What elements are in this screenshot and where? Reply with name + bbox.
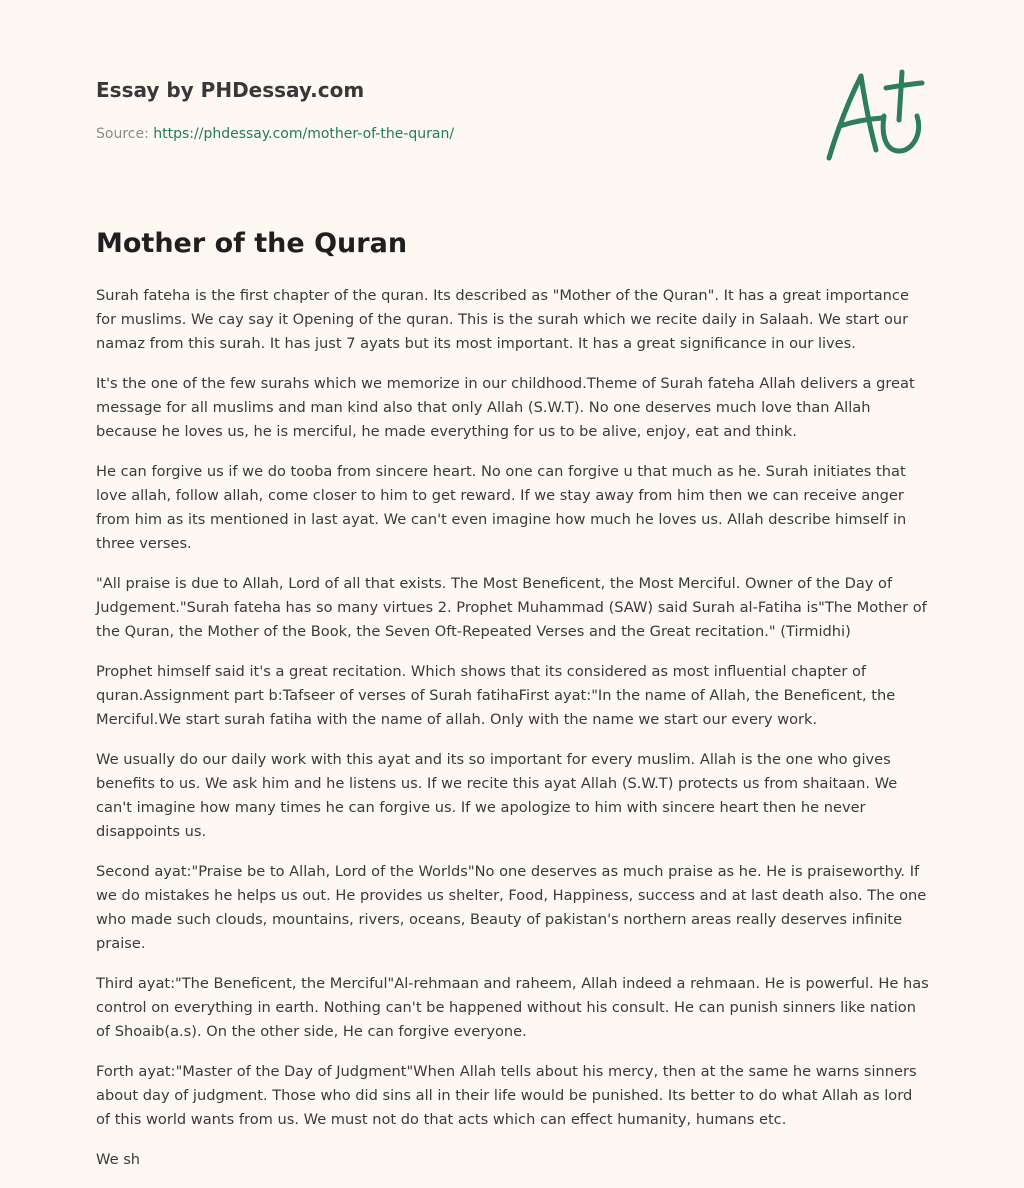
essay-paragraph: It's the one of the few surahs which we memorize in our childhood.Theme of Surah fateha Allah delivers a great message for all muslims and man kind also that only Allah (S.W.T). No one deserves much love than Allah because he loves us, he is merciful, he made everything for us to be alive, enjoy, eat and think. xyxy=(96,375,915,440)
essay-paragraph: Surah fateha is the first chapter of the quran. Its described as "Mother of the Quran". It has a great importance for muslims. We cay say it Opening of the quran. This is the surah which we recite daily in Salaah. We start our namaz from this surah. It has just 7 ayats but its most important. It has a great significance in our lives. xyxy=(96,287,909,352)
essay-paragraph: Third ayat:"The Beneficent, the Merciful"Al-rehmaan and raheem, Allah indeed a rehmaan. He is powerful. He has control on everything in earth. Nothing can't be happened without his consult. He can punish sinners like nation of Shoaib(a.s). On the other side, He can forgive everyone. xyxy=(96,975,929,1040)
source-line xyxy=(96,124,796,144)
essay-paragraph: "All praise is due to Allah, Lord of all that exists. The Most Beneficent, the Most Merciful. Owner of the Day of Judgement."Surah fateha has so many virtues 2. Prophet Muhammad (SAW) said Surah al-Fatiha is"The Mother of the Quran, the Mother of the Book, the Seven Oft-Repeated Verses and the Great recitation." (Tirmidhi) xyxy=(96,575,927,640)
essay-paragraph: Forth ayat:"Master of the Day of Judgment"When Allah tells about his mercy, then at the same he warns sinners about day of judgment. Those who did sins all in their life would be punished. Its better to do what Allah as lord of this world wants from us. We must not do that acts which can effect humanity, humans etc. xyxy=(96,1063,917,1128)
essay-body xyxy=(96,284,930,1188)
essay-title: Mother of the Quran xyxy=(96,228,408,259)
essay-paragraph: Second ayat:"Praise be to Allah, Lord of the Worlds"No one deserves as much praise as he. He is praiseworthy. If we do mistakes he helps us out. He provides us shelter, Food, Happiness, success and at last death also. The one who made such clouds, mountains, rivers, oceans, Beauty of pakistan's northern areas really deserves infinite praise. xyxy=(96,863,927,952)
site-title: Essay by PHDessay.com xyxy=(96,78,365,102)
source-link[interactable]: https://phdessay.com/mother-of-the-quran/ xyxy=(153,126,455,142)
a-plus-logo-icon xyxy=(820,66,930,166)
essay-paragraph: We usually do our daily work with this ayat and its so important for every muslim. Allah is the one who gives benefits to us. We ask him and he listens us. If we recite this ayat Allah (S.W.T) protects us from shaitaan. We can't imagine how many times he can forgive us. If we apologize to him with sincere heart then he never disappoints us. xyxy=(96,751,898,840)
source-label: Source: xyxy=(96,126,154,142)
essay-paragraph: He can forgive us if we do tooba from sincere heart. No one can forgive u that much as he. Surah initiates that love allah, follow allah, come closer to him to get reward. If we stay away from him then we can receive anger from him as its mentioned in last ayat. We can't even imagine how much he loves us. Allah describe himself in three verses. xyxy=(96,463,907,552)
essay-paragraph: We sh xyxy=(96,1151,141,1168)
page-header xyxy=(96,76,796,144)
essay-paragraph: Prophet himself said it's a great recitation. Which shows that its considered as most influential chapter of quran.Assignment part b:Tafseer of verses of Surah fatihaFirst ayat:"In the name of Allah, the Beneficent, the Merciful.We start surah fatiha with the name of allah. Only with the name we start our every work. xyxy=(96,663,896,728)
